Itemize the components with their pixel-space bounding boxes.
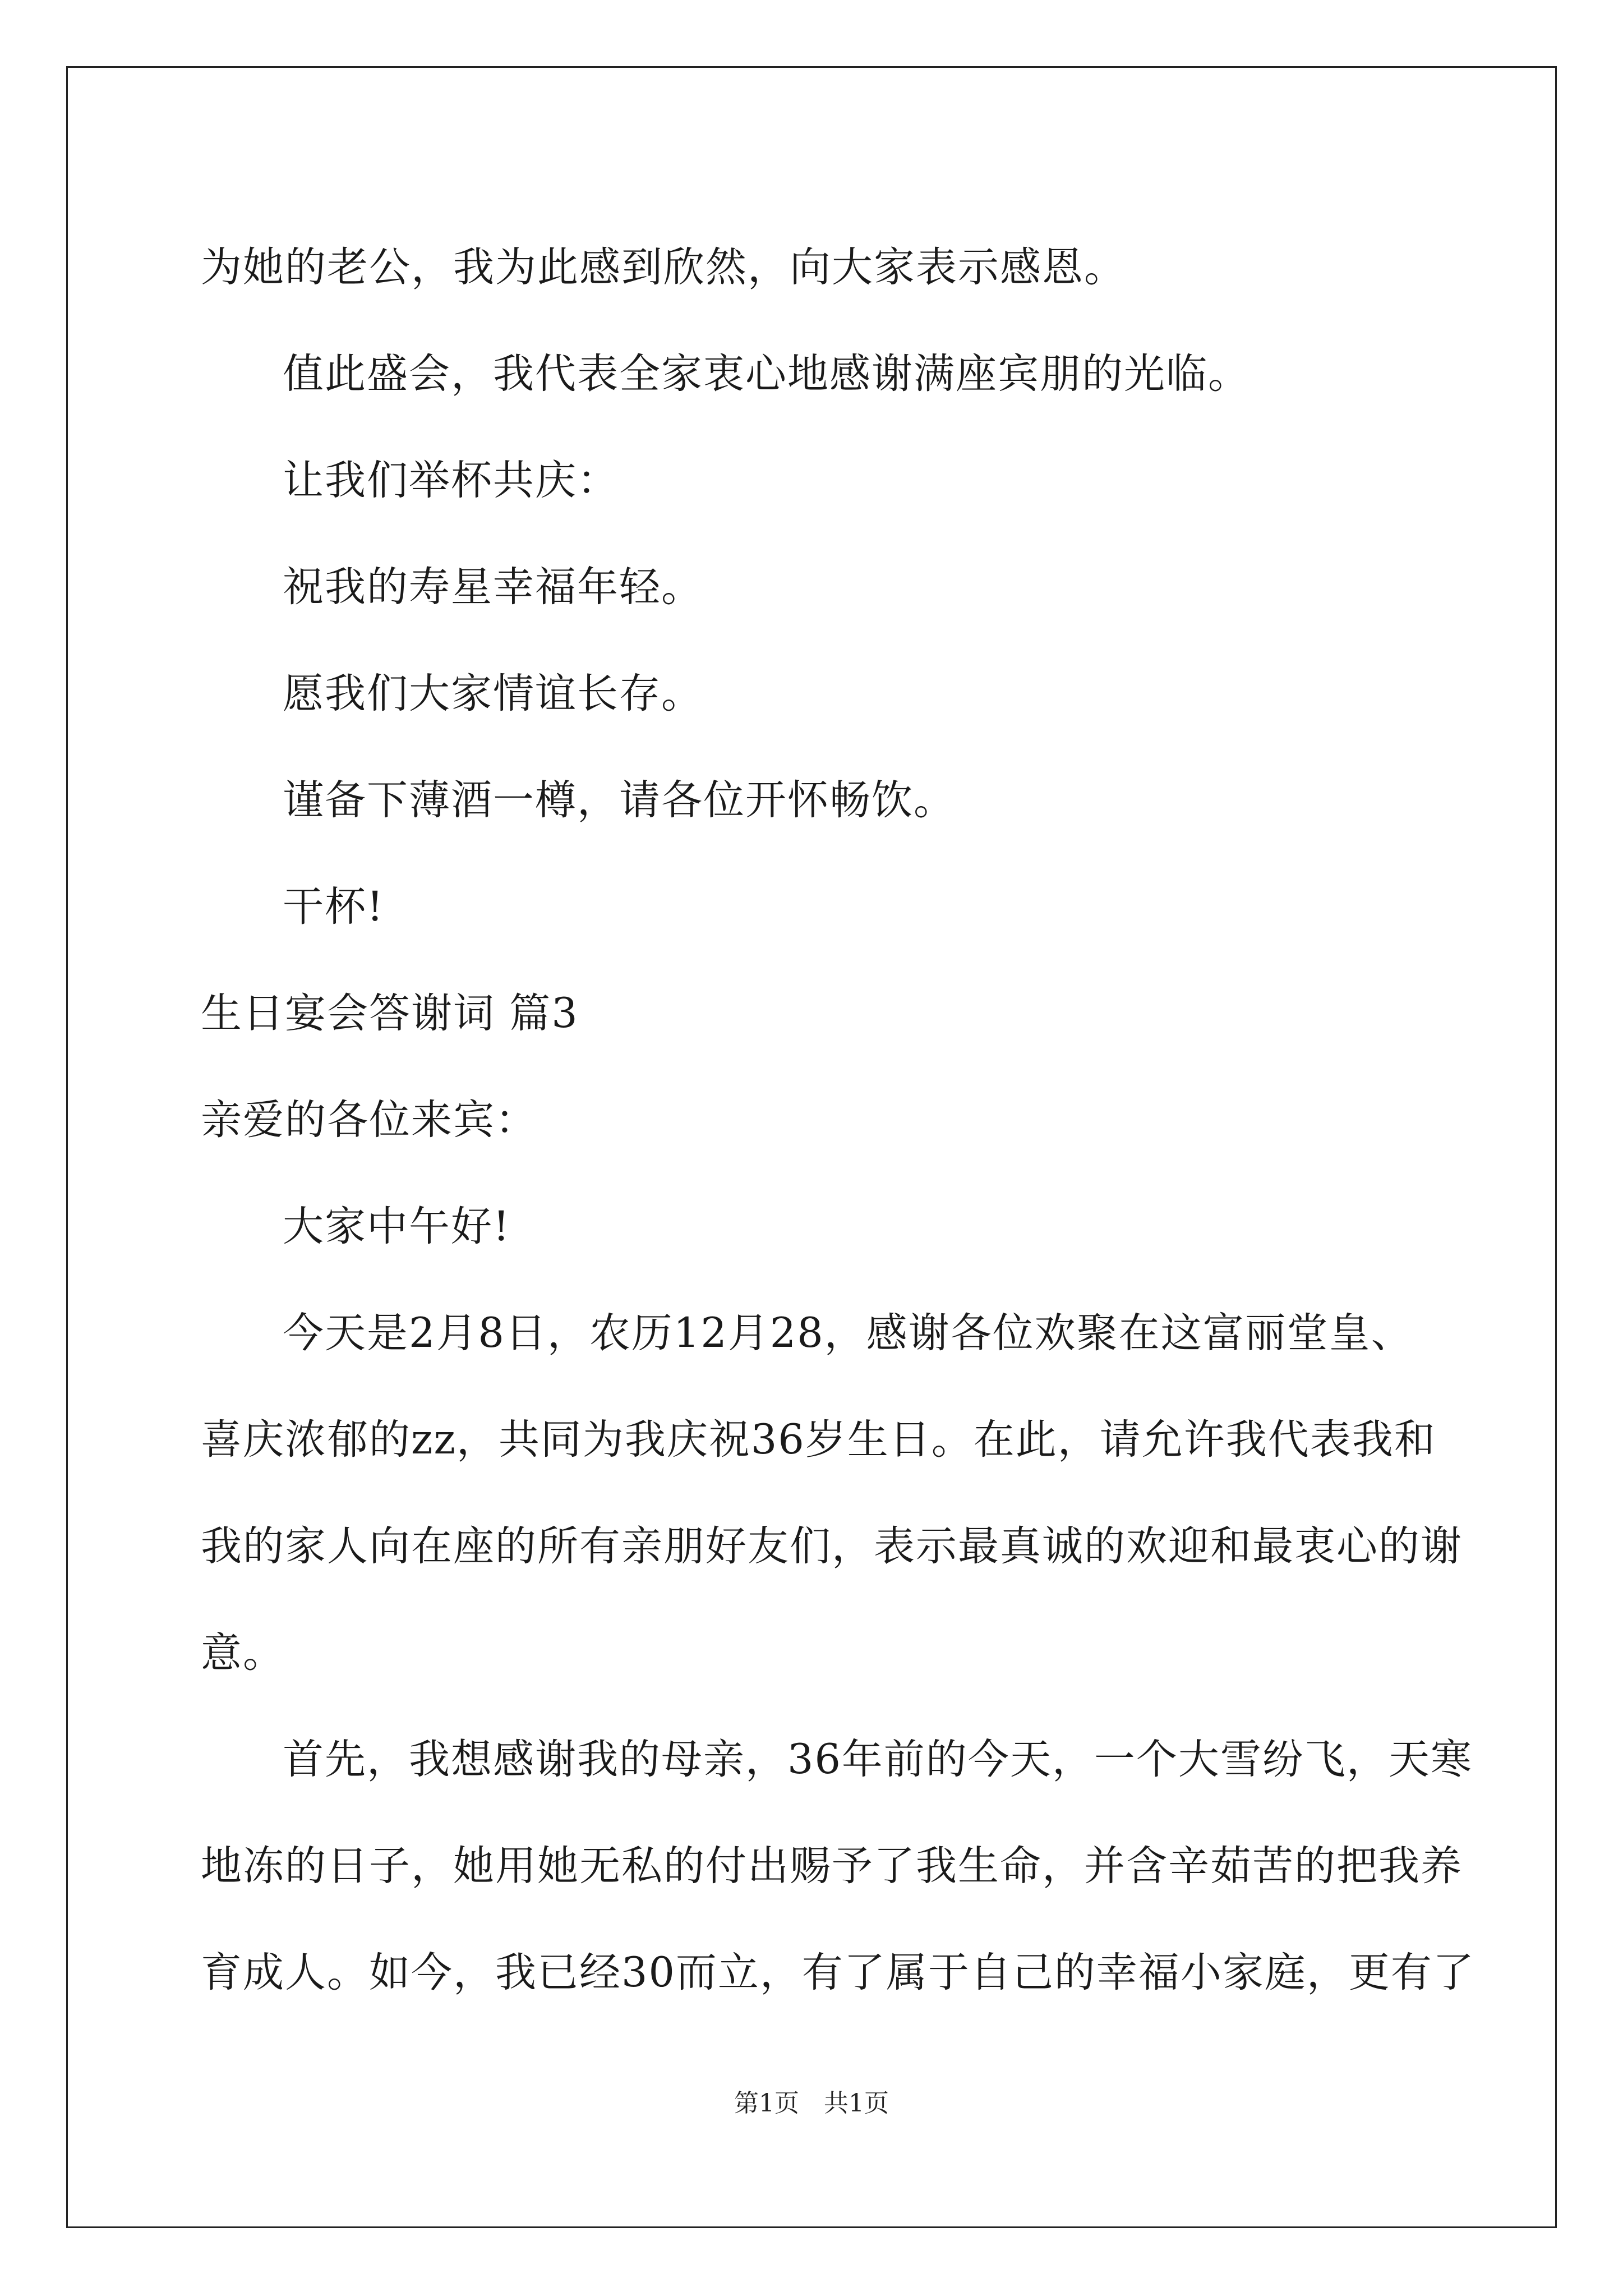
text-line: 谨备下薄酒一樽，请各位开怀畅饮。 — [283, 776, 956, 824]
paragraph — [201, 960, 1435, 1067]
text-line: 意。 — [201, 1629, 285, 1677]
text-line: 为她的老公，我为此感到欣然，向大家表示感恩。 — [201, 243, 1126, 291]
paragraph — [201, 747, 1435, 854]
paragraph — [201, 321, 1435, 427]
paragraph — [201, 641, 1435, 747]
paragraph — [201, 1067, 1435, 1174]
paragraph — [201, 427, 1435, 534]
paragraph — [201, 534, 1435, 641]
text-line: 育成人。如今，我已经30而立，有了属于自己的幸福小家庭，更有了 — [201, 1949, 1475, 1996]
text-line: 值此盛会，我代表全家衷心地感谢满座宾朋的光临。 — [283, 350, 1250, 398]
text-line: 地冻的日子，她用她无私的付出赐予了我生命，并含辛茹苦的把我养 — [201, 1842, 1463, 1890]
text-line: 干杯! — [283, 883, 385, 931]
text-line: 喜庆浓郁的zz，共同为我庆祝36岁生日。在此，请允许我代表我和 — [201, 1416, 1436, 1464]
text-line: 亲爱的各位来宾： — [201, 1096, 537, 1144]
text-line: 生日宴会答谢词 篇3 — [201, 990, 579, 1037]
text-line: 愿我们大家情谊长存。 — [283, 670, 703, 717]
page-footer: 第1页 共1页 — [734, 2089, 889, 2118]
text-line: 我的家人向在座的所有亲朋好友们，表示最真诚的欢迎和最衷心的谢 — [201, 1522, 1463, 1570]
text-line: 大家中午好! — [283, 1203, 511, 1250]
text-line: 今天是2月8日，农历12月28，感谢各位欢聚在这富丽堂皇、 — [283, 1309, 1413, 1357]
document-body — [201, 214, 1475, 2026]
text-line: 让我们举杯共庆： — [283, 457, 619, 504]
text-line: 首先，我想感谢我的母亲，36年前的今天，一个大雪纷飞，天寒 — [283, 1736, 1473, 1783]
paragraph — [201, 1280, 1463, 1706]
paragraph — [201, 1706, 1475, 2026]
paragraph — [201, 854, 1435, 960]
paragraph — [201, 1174, 1435, 1280]
text-line: 祝我的寿星幸福年轻。 — [283, 563, 703, 611]
paragraph — [201, 214, 1435, 321]
